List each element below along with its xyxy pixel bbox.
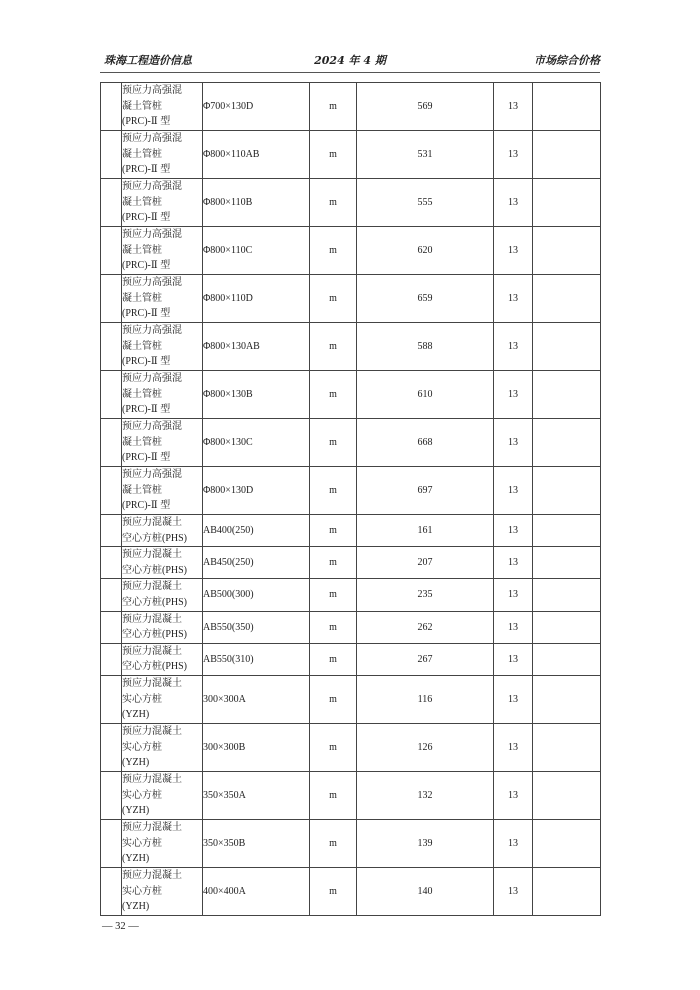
table-row [101, 675, 601, 723]
index-cell [101, 675, 122, 723]
price-cell: 588 [357, 323, 494, 371]
note-cell [533, 227, 601, 275]
unit-cell: m [310, 771, 357, 819]
material-name: 预应力高强混 凝土管桩 (PRC)-Ⅱ 型 [122, 277, 182, 320]
table-row [101, 643, 601, 675]
index-cell [101, 467, 122, 515]
price-cell: 555 [357, 179, 494, 227]
table-row [101, 275, 601, 323]
table-row [101, 419, 601, 467]
material-name: 预应力混凝土 空心方桩(PHS) [122, 517, 188, 544]
publication-title: 珠海工程造价信息 [104, 54, 192, 67]
table-row [101, 467, 601, 515]
material-name: 预应力混凝土 实心方桩 (YZH) [122, 774, 182, 817]
tax-rate-cell: 13 [494, 227, 533, 275]
tax-rate-cell: 13 [494, 83, 533, 131]
spec-cell: 300×300A [203, 675, 310, 723]
spec-cell: AB550(310) [203, 643, 310, 675]
note-cell [533, 371, 601, 419]
spec-cell: Φ700×130D [203, 83, 310, 131]
tax-rate-cell: 13 [494, 131, 533, 179]
material-name: 预应力混凝土 空心方桩(PHS) [122, 581, 188, 608]
price-table [100, 82, 601, 916]
header-rule [100, 72, 600, 73]
table-row [101, 131, 601, 179]
tax-rate-cell: 13 [494, 371, 533, 419]
note-cell [533, 771, 601, 819]
unit-cell: m [310, 227, 357, 275]
table-row [101, 371, 601, 419]
tax-rate-cell: 13 [494, 419, 533, 467]
price-cell: 697 [357, 467, 494, 515]
table-row [101, 819, 601, 867]
price-cell: 569 [357, 83, 494, 131]
material-name-cell [122, 323, 203, 371]
spec-cell: 400×400A [203, 867, 310, 915]
note-cell [533, 819, 601, 867]
table-row [101, 227, 601, 275]
unit-cell: m [310, 371, 357, 419]
price-cell: 116 [357, 675, 494, 723]
material-name-cell [122, 131, 203, 179]
material-name: 预应力混凝土 实心方桩 (YZH) [122, 822, 182, 865]
material-name-cell [122, 643, 203, 675]
unit-cell: m [310, 323, 357, 371]
price-cell: 126 [357, 723, 494, 771]
spec-cell: AB550(350) [203, 611, 310, 643]
table-row [101, 867, 601, 915]
spec-cell: 350×350B [203, 819, 310, 867]
price-cell: 620 [357, 227, 494, 275]
unit-cell: m [310, 515, 357, 547]
material-name: 预应力混凝土 实心方桩 (YZH) [122, 726, 182, 769]
tax-rate-cell: 13 [494, 611, 533, 643]
material-name-cell [122, 675, 203, 723]
material-name-cell [122, 819, 203, 867]
unit-cell: m [310, 819, 357, 867]
tax-rate-cell: 13 [494, 179, 533, 227]
material-name: 预应力高强混 凝土管桩 (PRC)-Ⅱ 型 [122, 229, 182, 272]
price-cell: 668 [357, 419, 494, 467]
tax-rate-cell: 13 [494, 723, 533, 771]
index-cell [101, 867, 122, 915]
spec-cell: Φ800×110B [203, 179, 310, 227]
price-cell: 140 [357, 867, 494, 915]
unit-cell: m [310, 467, 357, 515]
tax-rate-cell: 13 [494, 579, 533, 611]
price-cell: 139 [357, 819, 494, 867]
table-row [101, 83, 601, 131]
index-cell [101, 771, 122, 819]
material-name: 预应力混凝土 空心方桩(PHS) [122, 645, 188, 673]
price-table-body [101, 83, 601, 916]
unit-cell: m [310, 579, 357, 611]
spec-cell: Φ800×130B [203, 371, 310, 419]
spec-cell: 350×350A [203, 771, 310, 819]
spec-cell: Φ800×110AB [203, 131, 310, 179]
price-cell: 161 [357, 515, 494, 547]
price-cell: 267 [357, 643, 494, 675]
index-cell [101, 419, 122, 467]
unit-cell: m [310, 275, 357, 323]
material-name: 预应力高强混 凝土管桩 (PRC)-Ⅱ 型 [122, 373, 182, 416]
spec-cell: AB500(300) [203, 579, 310, 611]
page-header [100, 52, 600, 70]
note-cell [533, 867, 601, 915]
index-cell [101, 643, 122, 675]
spec-cell: AB450(250) [203, 547, 310, 579]
material-name-cell [122, 275, 203, 323]
spec-cell: AB400(250) [203, 515, 310, 547]
material-name-cell [122, 227, 203, 275]
note-cell [533, 515, 601, 547]
table-row [101, 547, 601, 579]
material-name: 预应力高强混 凝土管桩 (PRC)-Ⅱ 型 [122, 85, 182, 128]
index-cell [101, 227, 122, 275]
price-cell: 235 [357, 579, 494, 611]
unit-cell: m [310, 611, 357, 643]
table-row [101, 771, 601, 819]
spec-cell: 300×300B [203, 723, 310, 771]
table-row [101, 611, 601, 643]
tax-rate-cell: 13 [494, 675, 533, 723]
index-cell [101, 275, 122, 323]
index-cell [101, 819, 122, 867]
material-name: 预应力高强混 凝土管桩 (PRC)-Ⅱ 型 [122, 469, 182, 512]
index-cell [101, 131, 122, 179]
material-name: 预应力高强混 凝土管桩 (PRC)-Ⅱ 型 [122, 181, 182, 224]
note-cell [533, 643, 601, 675]
price-cell: 207 [357, 547, 494, 579]
tax-rate-cell: 13 [494, 275, 533, 323]
material-name-cell [122, 547, 203, 579]
tax-rate-cell: 13 [494, 771, 533, 819]
price-cell: 262 [357, 611, 494, 643]
unit-cell: m [310, 83, 357, 131]
table-row [101, 579, 601, 611]
price-cell: 610 [357, 371, 494, 419]
table-row [101, 515, 601, 547]
index-cell [101, 547, 122, 579]
note-cell [533, 179, 601, 227]
tax-rate-cell: 13 [494, 515, 533, 547]
tax-rate-cell: 13 [494, 867, 533, 915]
material-name-cell [122, 867, 203, 915]
material-name: 预应力高强混 凝土管桩 (PRC)-Ⅱ 型 [122, 421, 182, 464]
table-row [101, 723, 601, 771]
material-name-cell [122, 515, 203, 547]
note-cell [533, 275, 601, 323]
unit-cell: m [310, 723, 357, 771]
note-cell [533, 611, 601, 643]
tax-rate-cell: 13 [494, 819, 533, 867]
note-cell [533, 547, 601, 579]
index-cell [101, 179, 122, 227]
table-row [101, 323, 601, 371]
index-cell [101, 515, 122, 547]
index-cell [101, 723, 122, 771]
index-cell [101, 83, 122, 131]
material-name-cell [122, 371, 203, 419]
material-name: 预应力混凝土 空心方桩(PHS) [122, 549, 188, 576]
material-name: 预应力混凝土 实心方桩 (YZH) [122, 678, 182, 721]
material-name-cell [122, 579, 203, 611]
section-title: 市场综合价格 [534, 54, 600, 67]
material-name: 预应力高强混 凝土管桩 (PRC)-Ⅱ 型 [122, 133, 182, 176]
index-cell [101, 323, 122, 371]
note-cell [533, 467, 601, 515]
unit-cell: m [310, 675, 357, 723]
material-name-cell [122, 771, 203, 819]
price-cell: 531 [357, 131, 494, 179]
issue-label: 2024 年 4 期 [314, 54, 386, 67]
spec-cell: Φ800×130D [203, 467, 310, 515]
material-name-cell [122, 179, 203, 227]
page-number: — 32 — [102, 921, 139, 932]
unit-cell: m [310, 547, 357, 579]
material-name-cell [122, 723, 203, 771]
material-name-cell [122, 83, 203, 131]
unit-cell: m [310, 131, 357, 179]
note-cell [533, 131, 601, 179]
material-name-cell [122, 419, 203, 467]
tax-rate-cell: 13 [494, 323, 533, 371]
material-name-cell [122, 467, 203, 515]
material-name: 预应力混凝土 空心方桩(PHS) [122, 613, 188, 641]
spec-cell: Φ800×130C [203, 419, 310, 467]
material-name: 预应力高强混 凝土管桩 (PRC)-Ⅱ 型 [122, 325, 182, 368]
price-cell: 132 [357, 771, 494, 819]
unit-cell: m [310, 867, 357, 915]
index-cell [101, 579, 122, 611]
material-name: 预应力混凝土 实心方桩 (YZH) [122, 870, 182, 913]
table-row [101, 179, 601, 227]
spec-cell: Φ800×130AB [203, 323, 310, 371]
note-cell [533, 723, 601, 771]
tax-rate-cell: 13 [494, 547, 533, 579]
spec-cell: Φ800×110C [203, 227, 310, 275]
note-cell [533, 83, 601, 131]
note-cell [533, 419, 601, 467]
index-cell [101, 611, 122, 643]
spec-cell: Φ800×110D [203, 275, 310, 323]
price-cell: 659 [357, 275, 494, 323]
index-cell [101, 371, 122, 419]
tax-rate-cell: 13 [494, 643, 533, 675]
note-cell [533, 323, 601, 371]
unit-cell: m [310, 419, 357, 467]
tax-rate-cell: 13 [494, 467, 533, 515]
note-cell [533, 675, 601, 723]
unit-cell: m [310, 643, 357, 675]
unit-cell: m [310, 179, 357, 227]
note-cell [533, 579, 601, 611]
material-name-cell [122, 611, 203, 643]
